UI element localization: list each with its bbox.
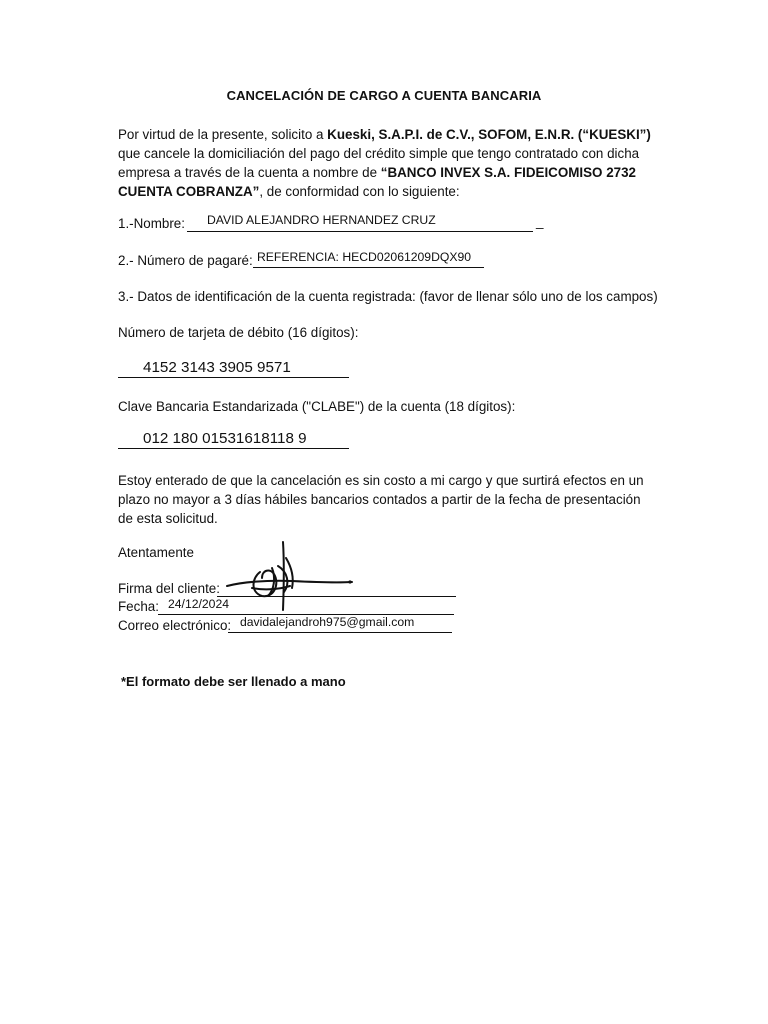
correo-label: Correo electrónico: — [118, 618, 232, 633]
intro-text-2: que cancele la domiciliación del pago del crédito simple que tengo contratado con dicha empresa a través de la cuenta a nombre de — [118, 146, 640, 180]
atentamente-text: Atentamente — [118, 545, 194, 560]
clabe-label: Clave Bancaria Estandarizada ("CLABE") de la cuenta (18 dígitos): — [118, 399, 516, 414]
clabe-value: 012 180 01531618118 9 — [143, 430, 307, 447]
fecha-label: Fecha: — [118, 599, 159, 614]
nombre-value: DAVID ALEJANDRO HERNANDEZ CRUZ — [207, 213, 436, 227]
tarjeta-label: Número de tarjeta de débito (16 dígitos): — [118, 325, 359, 340]
pagare-label: 2.- Número de pagaré: — [118, 253, 253, 268]
nombre-label: 1.-Nombre: — [118, 216, 185, 231]
intro-paragraph — [118, 125, 658, 201]
tarjeta-value: 4152 3143 3905 9571 — [143, 359, 291, 376]
datos-label: 3.- Datos de identificación de la cuenta registrada: (favor de llenar sólo uno de los campos) — [118, 289, 658, 304]
pagare-value: REFERENCIA: HECD02061209DQX90 — [257, 250, 472, 264]
fecha-value: 24/12/2024 — [168, 597, 229, 611]
intro-text-1: Por virtud de la presente, solicito a — [118, 127, 328, 142]
nombre-trailing-underscore: _ — [536, 214, 544, 229]
fill-by-hand-note: *El formato debe ser llenado a mano — [121, 674, 346, 689]
intro-account-name: “BANCO INVEX S.A. FIDEICOMISO 2732 CUENTA COBRANZA” — [118, 165, 636, 199]
firma-label: Firma del cliente: — [118, 581, 220, 596]
intro-company-name: Kueski, S.A.P.I. de C.V., SOFOM, E.N.R. (“KUESKI”) — [327, 127, 651, 142]
enterado-paragraph: Estoy enterado de que la cancelación es sin costo a mi cargo y que surtirá efectos en un plazo no mayor a 3 días hábiles bancarios contados a partir de la fecha de presentación de esta solicitud. — [118, 473, 644, 526]
client-signature-image — [222, 538, 362, 618]
document-title: CANCELACIÓN DE CARGO A CUENTA BANCARIA — [226, 88, 542, 103]
correo-value: davidalejandroh975@gmail.com — [240, 615, 415, 629]
intro-text-3: , de conformidad con lo siguiente: — [259, 184, 460, 199]
